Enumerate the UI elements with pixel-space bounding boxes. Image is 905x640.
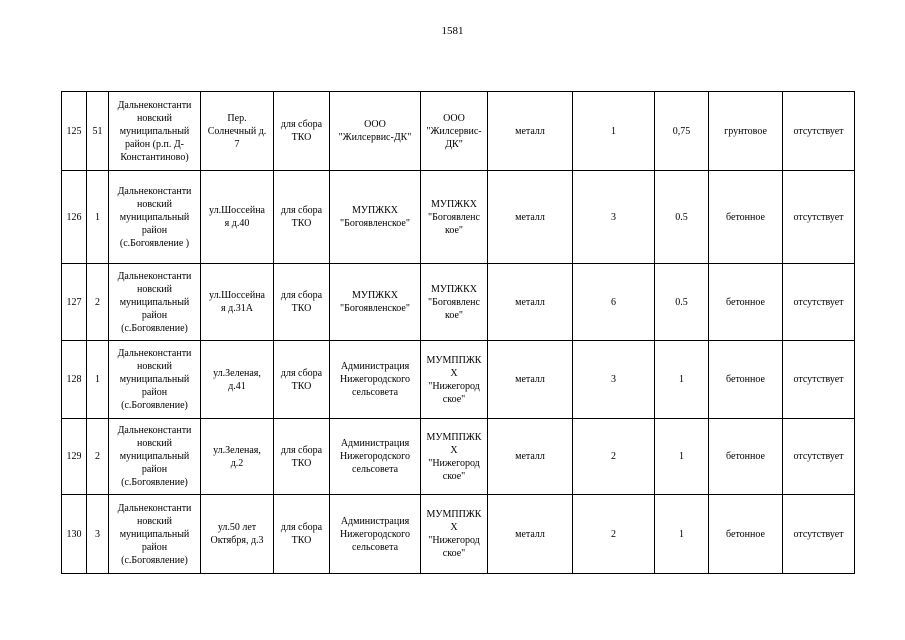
sub-number-cell: 51 xyxy=(87,92,109,171)
material-cell: металл xyxy=(488,419,573,495)
owner-cell xyxy=(330,92,421,171)
owner-cell-line: "Жилсервис-ДК" xyxy=(338,132,412,143)
district-cell-line: район (р.п. Д- xyxy=(125,138,184,150)
district-cell xyxy=(109,419,201,495)
material-cell: металл xyxy=(488,495,573,574)
purpose-cell xyxy=(274,419,330,495)
district-cell-line: Дальнеконстанти xyxy=(117,185,192,197)
district-cell-line: муниципальный xyxy=(119,211,190,223)
district-cell-line: (с.Богоявление) xyxy=(121,400,188,411)
operator-cell-line: "Нижегород xyxy=(428,457,480,469)
container-volume-cell: 0.5 xyxy=(655,264,709,341)
district-cell xyxy=(109,264,201,341)
container-volume-cell: 1 xyxy=(655,495,709,574)
owner-cell-line: МУПЖКХ xyxy=(351,205,399,216)
district-cell-line: муниципальный xyxy=(119,374,190,385)
operator-cell-line: кое" xyxy=(445,309,463,321)
district-cell-line: (с.Богоявление) xyxy=(121,554,188,566)
owner-cell-line: сельсовета xyxy=(351,464,399,475)
row-number-cell: 125 xyxy=(62,92,87,171)
address-cell xyxy=(201,419,274,495)
operator-cell-line: ское" xyxy=(442,470,466,482)
address-cell-line: ул.Шоссейна xyxy=(209,290,265,301)
surface-cell: грунтовое xyxy=(709,92,783,171)
address-cell xyxy=(201,171,274,264)
owner-cell-line: МУПЖКХ xyxy=(351,290,399,301)
owner-cell-line: "Богоявленское" xyxy=(340,303,410,314)
operator-cell-line: "Жилсервис- xyxy=(426,125,482,137)
sub-number-cell: 1 xyxy=(87,171,109,264)
container-volume-cell: 1 xyxy=(655,341,709,419)
purpose-cell-line: ТКО xyxy=(291,132,312,143)
district-cell xyxy=(109,495,201,574)
district-cell-line: Дальнеконстанти xyxy=(117,348,192,359)
surface-cell: бетонное xyxy=(709,495,783,574)
container-volume-cell: 0,75 xyxy=(655,92,709,171)
owner-cell-line: Администрация xyxy=(340,515,410,527)
operator-cell-line: ООО xyxy=(443,112,465,124)
table-row xyxy=(62,495,855,574)
district-cell-line: новский xyxy=(136,112,172,124)
operator-cell xyxy=(421,341,488,419)
district-cell-line: (с.Богоявление) xyxy=(121,322,188,334)
district-cell-line: Дальнеконстанти xyxy=(117,502,192,514)
owner-cell xyxy=(330,495,421,574)
container-count-cell: 6 xyxy=(573,264,655,341)
operator-cell-line: ское" xyxy=(442,548,466,559)
operator-cell-line: Х xyxy=(450,522,458,533)
material-cell: металл xyxy=(488,171,573,264)
address-cell xyxy=(201,92,274,171)
owner-cell-line: Нижегородского xyxy=(339,451,411,462)
material-cell: металл xyxy=(488,92,573,171)
table-row xyxy=(62,264,855,341)
owner-cell-line: Администрация xyxy=(340,438,410,449)
sub-number-cell: 1 xyxy=(87,341,109,419)
address-cell xyxy=(201,341,274,419)
material-cell: металл xyxy=(488,264,573,341)
container-count-cell: 3 xyxy=(573,341,655,419)
operator-cell-line: кое" xyxy=(445,224,463,236)
address-cell-line: ул.Зеленая, xyxy=(213,367,261,379)
address-cell-line: Солнечный д. xyxy=(207,125,267,137)
sub-number-cell: 2 xyxy=(87,419,109,495)
owner-cell-line: Администрация xyxy=(340,361,410,372)
district-cell-line: (с.Богоявление) xyxy=(121,477,188,488)
district-cell-line: муниципальный xyxy=(119,296,190,308)
container-volume-cell: 0.5 xyxy=(655,171,709,264)
operator-cell xyxy=(421,264,488,341)
district-cell-line: район xyxy=(141,224,168,236)
surface-cell: бетонное xyxy=(709,264,783,341)
purpose-cell-line: ТКО xyxy=(291,535,312,546)
district-cell-line: новский xyxy=(136,283,172,295)
address-cell-line: д.2 xyxy=(230,457,244,469)
row-number-cell: 126 xyxy=(62,171,87,264)
district-cell-line: новский xyxy=(136,361,172,372)
district-cell-line: Дальнеконстанти xyxy=(117,425,192,436)
address-cell-line: Октября, д.3 xyxy=(210,535,264,546)
operator-cell-line: МУМППЖК xyxy=(426,509,482,520)
owner-cell xyxy=(330,419,421,495)
purpose-cell-line: для сбора xyxy=(280,205,323,216)
row-number-cell: 129 xyxy=(62,419,87,495)
table-row xyxy=(62,341,855,419)
address-cell-line: ул.50 лет xyxy=(217,522,257,533)
district-cell-line: район xyxy=(141,541,168,553)
operator-cell-line: МУМППЖК xyxy=(426,431,482,443)
district-cell-line: (с.Богоявление ) xyxy=(119,237,190,249)
container-count-cell: 1 xyxy=(573,92,655,171)
district-cell-line: новский xyxy=(136,438,172,449)
sub-number-cell: 3 xyxy=(87,495,109,574)
operator-cell-line: ское" xyxy=(442,393,466,405)
fence-cell: отсутствует xyxy=(783,419,855,495)
owner-cell xyxy=(330,341,421,419)
address-cell-line: д.41 xyxy=(228,380,246,392)
operator-cell-line: МУМППЖК xyxy=(426,354,482,366)
table-body xyxy=(62,92,855,574)
fence-cell: отсутствует xyxy=(783,495,855,574)
operator-cell-line: Х xyxy=(450,367,458,379)
district-cell xyxy=(109,171,201,264)
table-row xyxy=(62,419,855,495)
district-cell-line: новский xyxy=(136,515,172,527)
owner-cell-line: ООО xyxy=(364,119,386,130)
purpose-cell xyxy=(274,341,330,419)
purpose-cell xyxy=(274,495,330,574)
container-count-cell: 2 xyxy=(573,419,655,495)
purpose-cell xyxy=(274,92,330,171)
district-cell-line: Дальнеконстанти xyxy=(117,270,192,282)
purpose-cell-line: для сбора xyxy=(280,290,323,301)
operator-cell xyxy=(421,171,488,264)
address-cell xyxy=(201,264,274,341)
owner-cell-line: сельсовета xyxy=(351,541,399,553)
operator-cell-line: Х xyxy=(450,444,458,456)
operator-cell xyxy=(421,419,488,495)
purpose-cell-line: ТКО xyxy=(291,380,312,392)
owner-cell-line: сельсовета xyxy=(351,387,399,398)
operator-cell-line: "Богоявленс xyxy=(428,211,480,223)
owner-cell-line: Нижегородского xyxy=(339,528,411,540)
row-number-cell: 127 xyxy=(62,264,87,341)
address-cell-line: Пер. xyxy=(227,112,247,124)
page-number: 1581 xyxy=(441,25,464,37)
fence-cell: отсутствует xyxy=(783,92,855,171)
sub-number-cell: 2 xyxy=(87,264,109,341)
address-cell-line: я д.40 xyxy=(224,218,250,229)
purpose-cell-line: для сбора xyxy=(280,119,323,130)
district-cell-line: муниципальный xyxy=(119,125,190,137)
fence-cell: отсутствует xyxy=(783,341,855,419)
row-number-cell: 130 xyxy=(62,495,87,574)
fence-cell: отсутствует xyxy=(783,171,855,264)
container-volume-cell: 1 xyxy=(655,419,709,495)
district-cell xyxy=(109,341,201,419)
owner-cell xyxy=(330,171,421,264)
purpose-cell-line: ТКО xyxy=(291,218,312,229)
table-row xyxy=(62,92,855,171)
purpose-cell xyxy=(274,171,330,264)
address-cell-line: я д.31А xyxy=(221,303,253,314)
district-cell-line: муниципальный xyxy=(119,451,190,462)
district-cell-line: новский xyxy=(136,198,172,210)
operator-cell-line: МУПЖКХ xyxy=(430,198,478,210)
operator-cell xyxy=(421,495,488,574)
purpose-cell-line: для сбора xyxy=(280,444,323,456)
material-cell: металл xyxy=(488,341,573,419)
purpose-cell xyxy=(274,264,330,341)
district-cell-line: район xyxy=(141,309,168,321)
address-cell-line: ул.Зеленая, xyxy=(213,444,261,456)
operator-cell-line: ДК" xyxy=(445,138,463,150)
surface-cell: бетонное xyxy=(709,419,783,495)
surface-cell: бетонное xyxy=(709,171,783,264)
purpose-cell-line: ТКО xyxy=(291,457,312,469)
container-count-cell: 2 xyxy=(573,495,655,574)
address-cell-line: ул.Шоссейна xyxy=(209,205,265,216)
table-row xyxy=(62,171,855,264)
address-cell-line: 7 xyxy=(234,138,240,150)
address-cell xyxy=(201,495,274,574)
operator-cell-line: "Нижегород xyxy=(428,380,480,392)
operator-cell xyxy=(421,92,488,171)
operator-cell-line: МУПЖКХ xyxy=(430,283,478,295)
purpose-cell-line: ТКО xyxy=(291,303,312,314)
owner-cell xyxy=(330,264,421,341)
owner-cell-line: Нижегородского xyxy=(339,374,411,385)
district-cell-line: Дальнеконстанти xyxy=(117,99,192,111)
waste-sites-table xyxy=(61,91,855,574)
district-cell-line: район xyxy=(141,464,168,475)
container-count-cell: 3 xyxy=(573,171,655,264)
purpose-cell-line: для сбора xyxy=(280,367,323,379)
owner-cell-line: "Богоявленское" xyxy=(340,218,410,229)
operator-cell-line: "Нижегород xyxy=(428,535,480,546)
district-cell xyxy=(109,92,201,171)
operator-cell-line: "Богоявленс xyxy=(428,296,480,308)
fence-cell: отсутствует xyxy=(783,264,855,341)
district-cell-line: Константиново) xyxy=(120,151,189,163)
surface-cell: бетонное xyxy=(709,341,783,419)
district-cell-line: муниципальный xyxy=(119,528,190,540)
purpose-cell-line: для сбора xyxy=(280,522,323,533)
row-number-cell: 128 xyxy=(62,341,87,419)
district-cell-line: район xyxy=(141,387,168,398)
